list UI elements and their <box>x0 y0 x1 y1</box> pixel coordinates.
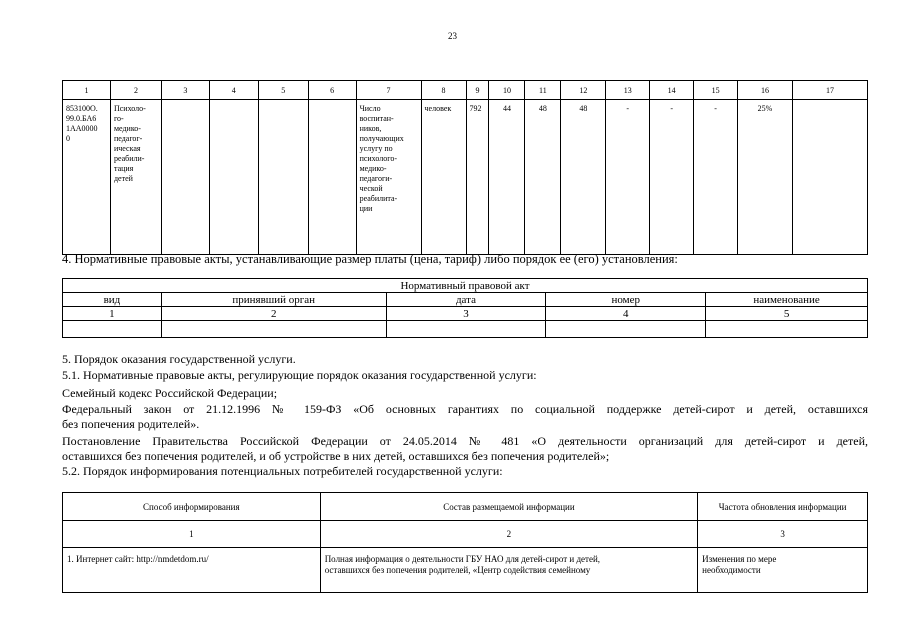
column-header: Частота обновления информации <box>698 493 868 521</box>
column-header: вид <box>63 293 162 307</box>
column-number: 4 <box>209 81 258 100</box>
table-row <box>63 100 868 255</box>
column-header: наименование <box>706 293 868 307</box>
deviation-cell: 25% <box>738 100 793 255</box>
section-4-title: 4. Нормативные правовые акты, устанавливающие размер платы (цена, тариф) либо порядок ее (его) установления: <box>62 252 678 266</box>
column-number: 5 <box>258 81 308 100</box>
section-5-2-title: 5.2. Порядок информирования потенциальных потребителей государственной услуги: <box>62 464 503 478</box>
paragraph-resolution-line1: Постановление Правительства Российской Федерации от 24.05.2014 № 481 «О деятельности организаций для детей-сирот и детей, <box>62 434 868 448</box>
legal-acts-table <box>62 278 868 338</box>
value-cell: - <box>650 100 694 255</box>
value-cell: 48 <box>525 100 561 255</box>
table-header-row <box>63 493 868 521</box>
column-number: 14 <box>650 81 694 100</box>
informing-content-cell: Полная информация о деятельности ГБУ НАО для детей-сирот и детей, оставшихся без попечения родителей, «Центр содействия семейному <box>320 548 697 593</box>
column-header: Способ информирования <box>63 493 321 521</box>
indicators-table <box>62 80 868 255</box>
unit-cell: человек <box>421 100 466 255</box>
column-header: Состав размещаемой информации <box>320 493 697 521</box>
column-number: 4 <box>546 307 706 321</box>
column-number: 5 <box>706 307 868 321</box>
indicator-name-cell: Число воспитан- ников, получающих услугу по психолого- медико- педагоги- ческой реабилита- ции <box>356 100 421 255</box>
service-name-cell: Психоло- го- медико- педагог- ическая реабили- тация детей <box>110 100 161 255</box>
column-number: 9 <box>466 81 489 100</box>
section-5-title: 5. Порядок оказания государственной услуги. <box>62 352 296 366</box>
table-number-row <box>63 307 868 321</box>
column-number: 8 <box>421 81 466 100</box>
value-cell: 44 <box>489 100 525 255</box>
section-5-1-title: 5.1. Нормативные правовые акты, регулирующие порядок оказания государственной услуги: <box>62 368 537 382</box>
empty-cell <box>258 100 308 255</box>
table-row <box>63 548 868 593</box>
column-header: принявший орган <box>161 293 386 307</box>
value-cell: - <box>606 100 650 255</box>
column-number: 6 <box>308 81 356 100</box>
column-number: 2 <box>161 307 386 321</box>
update-frequency-cell: Изменения по мере необходимости <box>698 548 868 593</box>
informing-method-cell: 1. Интернет сайт: http://nmdetdom.ru/ <box>63 548 321 593</box>
column-number: 1 <box>63 81 111 100</box>
column-number: 16 <box>738 81 793 100</box>
column-number: 13 <box>606 81 650 100</box>
empty-cell <box>792 100 867 255</box>
column-number: 17 <box>792 81 867 100</box>
page-number: 23 <box>448 31 457 41</box>
informing-table <box>62 492 868 593</box>
table-row <box>63 321 868 338</box>
empty-cell <box>308 100 356 255</box>
paragraph-federal-law-line2: без попечения родителей». <box>62 417 200 431</box>
column-header: дата <box>386 293 546 307</box>
column-number: 3 <box>386 307 546 321</box>
value-cell: - <box>694 100 738 255</box>
value-cell: 792 <box>466 100 489 255</box>
empty-cell <box>161 100 209 255</box>
column-number: 11 <box>525 81 561 100</box>
column-number: 1 <box>63 307 162 321</box>
column-number: 12 <box>561 81 606 100</box>
empty-cell <box>706 321 868 338</box>
empty-cell <box>161 321 386 338</box>
column-number: 10 <box>489 81 525 100</box>
column-number: 1 <box>63 521 321 548</box>
registry-number-cell: 853100О. 99.0.БА6 1АА0000 0 <box>63 100 111 255</box>
column-number: 3 <box>161 81 209 100</box>
column-number: 15 <box>694 81 738 100</box>
empty-cell <box>386 321 546 338</box>
table-caption-row <box>63 279 868 293</box>
paragraph-federal-law-line1: Федеральный закон от 21.12.1996 № 159-ФЗ «Об основных гарантиях по социальной поддержке детей-сирот и детей, оставшихся <box>62 402 868 416</box>
table-header-row <box>63 293 868 307</box>
paragraph-resolution-line2: оставшихся без попечения родителей, и об устройстве в них детей, оставшихся без попечения родителей»; <box>62 449 610 463</box>
paragraph-family-code: Семейный кодекс Российской Федерации; <box>62 386 278 400</box>
empty-cell <box>63 321 162 338</box>
column-number: 2 <box>110 81 161 100</box>
column-number: 7 <box>356 81 421 100</box>
value-cell: 48 <box>561 100 606 255</box>
column-number: 2 <box>320 521 697 548</box>
table-header-row <box>63 81 868 100</box>
empty-cell <box>209 100 258 255</box>
empty-cell <box>546 321 706 338</box>
column-header: номер <box>546 293 706 307</box>
table-number-row <box>63 521 868 548</box>
column-number: 3 <box>698 521 868 548</box>
table-caption: Нормативный правовой акт <box>63 279 868 293</box>
